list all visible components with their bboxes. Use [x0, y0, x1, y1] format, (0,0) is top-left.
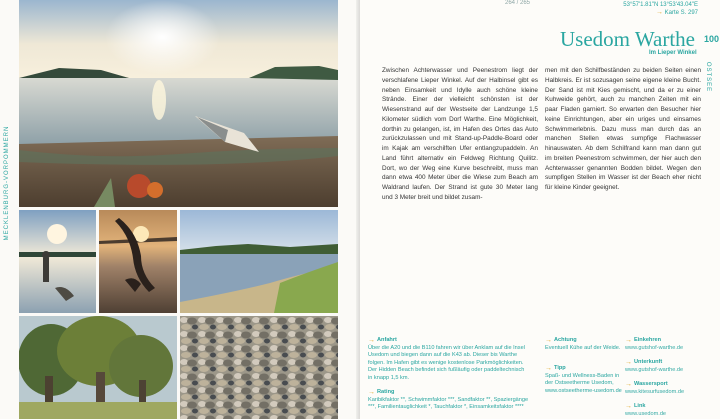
map-arrow-icon: →	[655, 9, 663, 16]
achtung-heading: → Achtung	[545, 336, 577, 344]
info-unterkunft	[625, 359, 697, 374]
coordinates-block	[623, 1, 698, 17]
oak-trees-photo	[19, 316, 177, 419]
main-sunset-beach-photo	[19, 0, 338, 207]
info-link	[625, 403, 697, 418]
map-reference: → Karte S. 297	[655, 9, 698, 16]
info-wassersport	[625, 381, 697, 396]
info-einkehren	[625, 337, 697, 352]
unterkunft-heading: → Unterkunft	[625, 358, 663, 366]
arrow-icon: →	[625, 336, 632, 344]
rating-heading: → Rating	[368, 388, 395, 396]
info-achtung	[545, 337, 623, 352]
einkehren-heading: → Einkehren	[625, 336, 662, 344]
info-tipp	[545, 365, 623, 395]
sandy-shore-photo	[180, 210, 338, 313]
body-text-column-1: Zwischen Achterwasser und Peenestrom liegt der verschlafene Lieper Winkel. Auf der Halbinsel gibt es neben Einsamkeit und Idylle auch schöne kleine Strände. Einer der vielleicht schönsten ist der Wiesenstrand auf der Westseite der Landzunge 1,5 Kilometer südlich vom Dorf Warthe. Eine Möglichkeit, dorthin zu gelangen, ist, im Hafen des Ortes das Auto zurückzulassen und mit Stand-up-Paddle-Board oder im Kajak am verschilften Ufer entlangzupaddeln. An Land führt alternativ ein Feldweg Richtung Quilitz. Dort, wo der Weg eine Kurve beschreibt, muss man dann etwa 400 Meter über die Wiese zum Beach am Waldrand laufen. Der Strand ist gute 30 Meter lang und 3 Meter breit und bildet zusam-	[382, 67, 538, 201]
pebble-stones-photo	[180, 316, 338, 419]
region-side-label-right: OSTSEE	[705, 61, 711, 93]
anfahrt-text: Über die A20 und die B110 fahren wir über Anklam auf die Insel Usedom und biegen dann auf die K43 ab. Dieser bis Warthe folgen. Im Hafen gibt es wenige kostenlose Parkmöglichkeiten. Der Hidden Beach befindet sich fußläufig oder paddeltechnisch in knapp 1,5 km.	[368, 344, 525, 381]
info-anfahrt	[368, 337, 530, 383]
arrow-icon: →	[368, 336, 375, 344]
body-text-column-2: men mit den Schilfbeständen zu beiden Seiten einen Halbkreis. Er ist sozusagen seine eigene kleine Bucht. Der Sand ist mit Kies gemischt, und da er zu einer Kuhweide gehört, auch zu manchen Zeiten mit ein paar Fladen garniert. So erwarten den Besucher hier keine Einrichtungen, aber ein uriges und einsames Schwimmerlebnis. Dazu muss man durch das an manchen Stellen etwas sumpfige Flachwasser hinauswaten. Ab dem Schilfrand kann man dann gut im breiten Peenestrom schwimmen, der hier auch den Achterwasser genannten Bodden bildet. Wegen den sumpfigen Stellen im Wasser ist der Beach eher nicht für kleine Kinder geeignet.	[545, 67, 701, 191]
arrow-icon: →	[625, 358, 632, 366]
wassersport-heading: → Wassersport	[625, 380, 668, 388]
page-title: Usedom Warthe	[560, 27, 695, 51]
arrow-icon: →	[545, 364, 552, 372]
achtung-text: Eventuell Kühe auf der Weide.	[545, 344, 621, 351]
region-side-label: MECKLENBURG-VORPOMMERN	[4, 125, 10, 241]
tipp-text: Spaß- und Wellness-Baden in der Ostseetherme Usedom, www.ostseetherme-usedom.de	[545, 372, 622, 394]
driftwood-sunset-photo	[99, 210, 177, 313]
entry-number: 100	[704, 34, 720, 44]
wassersport-link[interactable]: www.kitesurfusedom.de	[625, 388, 685, 395]
person-wading-sunset-photo	[19, 210, 96, 313]
usedom-link[interactable]: www.usedom.de	[625, 410, 667, 417]
arrow-icon: →	[545, 336, 552, 344]
unterkunft-link[interactable]: www.gutshof-warthe.de	[625, 366, 684, 373]
link-heading: → Link	[625, 402, 646, 410]
anfahrt-heading: → Anfahrt	[368, 336, 397, 344]
coordinates: 53°57'1.81"N 13°53'43.04"E	[623, 2, 698, 8]
page-numbers: 264 / 265	[505, 0, 531, 6]
arrow-icon: →	[625, 380, 632, 388]
info-rating	[368, 389, 530, 412]
rating-text: Karibikfaktor **, Schwimmfaktor ***, Sandfaktor **, Spaziergänge ***, Familientauglichkeit *, Tauchfaktor *, Einsamkeitsfaktor ****	[368, 396, 529, 411]
arrow-icon: →	[625, 402, 632, 410]
page-subtitle: Im Lieper Winkel	[649, 50, 697, 56]
tipp-heading: → Tipp	[545, 364, 566, 372]
einkehren-link[interactable]: www.gutshof-warthe.de	[625, 344, 684, 351]
arrow-icon: →	[368, 388, 375, 396]
